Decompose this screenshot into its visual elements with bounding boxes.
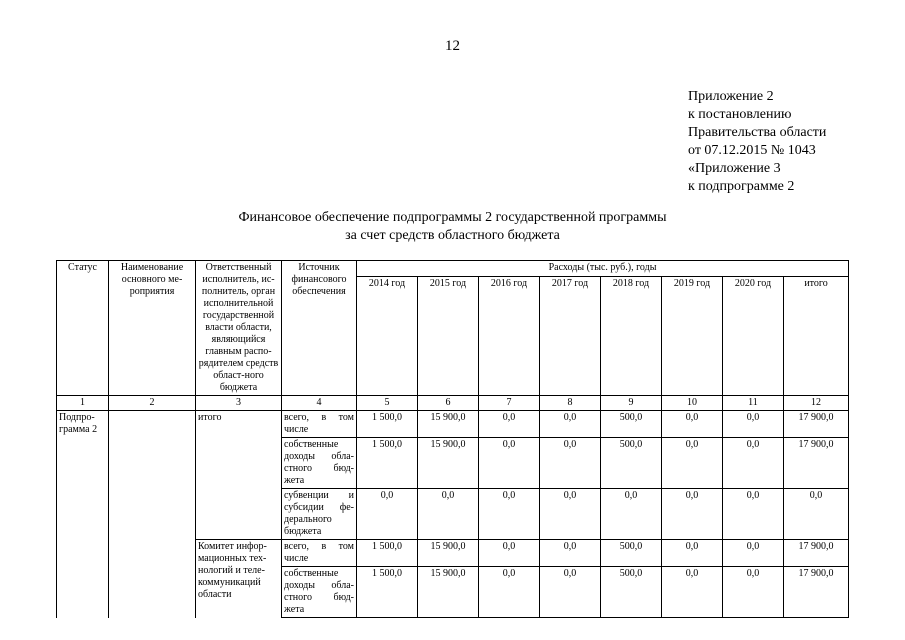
- column-number: 4: [282, 396, 357, 411]
- header-year: 2018 год: [601, 276, 662, 395]
- value-cell: 15 900,0: [418, 411, 479, 438]
- column-number: 8: [540, 396, 601, 411]
- value-cell: 17 900,0: [784, 567, 849, 618]
- value-cell: 1 500,0: [357, 411, 418, 438]
- column-number: 11: [723, 396, 784, 411]
- value-cell: 0,0: [784, 489, 849, 540]
- value-cell: 500,0: [601, 411, 662, 438]
- column-number: 12: [784, 396, 849, 411]
- status-text: Подпро-грамма 2: [59, 412, 98, 435]
- value-cell: 0,0: [662, 489, 723, 540]
- value-cell: 500,0: [601, 540, 662, 567]
- value-cell: 1 500,0: [357, 540, 418, 567]
- value-cell: 0,0: [662, 540, 723, 567]
- header-year: 2015 год: [418, 276, 479, 395]
- title-line: за счет средств областного бюджета: [345, 228, 560, 243]
- value-cell: 0,0: [723, 438, 784, 489]
- financing-table: [56, 260, 849, 618]
- value-cell: 0,0: [540, 567, 601, 618]
- value-cell: 0,0: [601, 489, 662, 540]
- header-year: 2017 год: [540, 276, 601, 395]
- appendix-line: к подпрограмме 2: [688, 179, 795, 194]
- responsible-cell: итого: [196, 411, 282, 540]
- appendix-line: к постановлению: [688, 107, 792, 122]
- appendix-line: от 07.12.2015 № 1043: [688, 143, 816, 158]
- value-cell: 0,0: [540, 438, 601, 489]
- appendix-line: Приложение 2: [688, 89, 774, 104]
- value-cell: 500,0: [601, 438, 662, 489]
- value-cell: 0,0: [540, 540, 601, 567]
- value-cell: 17 900,0: [784, 438, 849, 489]
- value-cell: 0,0: [357, 489, 418, 540]
- value-cell: 0,0: [540, 489, 601, 540]
- header-year: 2019 год: [662, 276, 723, 395]
- value-cell: 15 900,0: [418, 438, 479, 489]
- value-cell: 0,0: [418, 489, 479, 540]
- value-cell: 0,0: [723, 489, 784, 540]
- header-source: Источник финансового обеспечения: [282, 261, 357, 396]
- value-cell: 0,0: [479, 567, 540, 618]
- value-cell: 0,0: [540, 411, 601, 438]
- value-cell: 0,0: [479, 540, 540, 567]
- value-cell: 0,0: [723, 411, 784, 438]
- value-cell: 0,0: [479, 438, 540, 489]
- document-title: [0, 209, 905, 245]
- header-measure: Наименование основного ме-роприятия: [109, 261, 196, 396]
- appendix-line: «Приложение 3: [688, 161, 781, 176]
- column-number: 7: [479, 396, 540, 411]
- value-cell: 15 900,0: [418, 567, 479, 618]
- source-cell: собственные доходы обла-стного бюд-жета: [282, 438, 357, 489]
- value-cell: 17 900,0: [784, 411, 849, 438]
- responsible-cell: Комитет инфор-мационных тех-нологий и теле-коммуникаций области: [196, 540, 282, 618]
- column-number: 9: [601, 396, 662, 411]
- appendix-block: [688, 88, 826, 196]
- column-number: 10: [662, 396, 723, 411]
- header-status: Статус: [57, 261, 109, 396]
- value-cell: 17 900,0: [784, 540, 849, 567]
- header-responsible: Ответственный исполнитель, ис-полнитель, орган исполнительной государственной власти области, являющийся главным распо-рядителем средств област-ного бюджета: [196, 261, 282, 396]
- column-number: 2: [109, 396, 196, 411]
- source-cell: собственные доходы обла-стного бюд-жета: [282, 567, 357, 618]
- header-year: 2016 год: [479, 276, 540, 395]
- source-cell: всего, в том числе: [282, 411, 357, 438]
- value-cell: 0,0: [662, 411, 723, 438]
- value-cell: 1 500,0: [357, 567, 418, 618]
- page-number: 12: [445, 38, 460, 54]
- column-number: 3: [196, 396, 282, 411]
- column-number: 1: [57, 396, 109, 411]
- value-cell: 500,0: [601, 567, 662, 618]
- source-cell: всего, в том числе: [282, 540, 357, 567]
- title-line: Финансовое обеспечение подпрограммы 2 государственной программы: [238, 210, 667, 225]
- column-number: 5: [357, 396, 418, 411]
- value-cell: 0,0: [662, 438, 723, 489]
- measure-cell: [109, 411, 196, 618]
- value-cell: 1 500,0: [357, 438, 418, 489]
- column-number-row: [57, 396, 849, 411]
- value-cell: 0,0: [662, 567, 723, 618]
- header-year: 2014 год: [357, 276, 418, 395]
- appendix-line: Правительства области: [688, 125, 827, 140]
- value-cell: 0,0: [723, 540, 784, 567]
- source-cell: субвенции и субсидии фе-дерального бюджета: [282, 489, 357, 540]
- header-total: итого: [784, 276, 849, 395]
- column-number: 6: [418, 396, 479, 411]
- value-cell: 0,0: [479, 411, 540, 438]
- value-cell: 0,0: [723, 567, 784, 618]
- header-expenses: Расходы (тыс. руб.), годы: [357, 261, 849, 277]
- value-cell: 0,0: [479, 489, 540, 540]
- value-cell: 15 900,0: [418, 540, 479, 567]
- table-row: [57, 411, 849, 438]
- header-year: 2020 год: [723, 276, 784, 395]
- status-cell: [57, 411, 109, 618]
